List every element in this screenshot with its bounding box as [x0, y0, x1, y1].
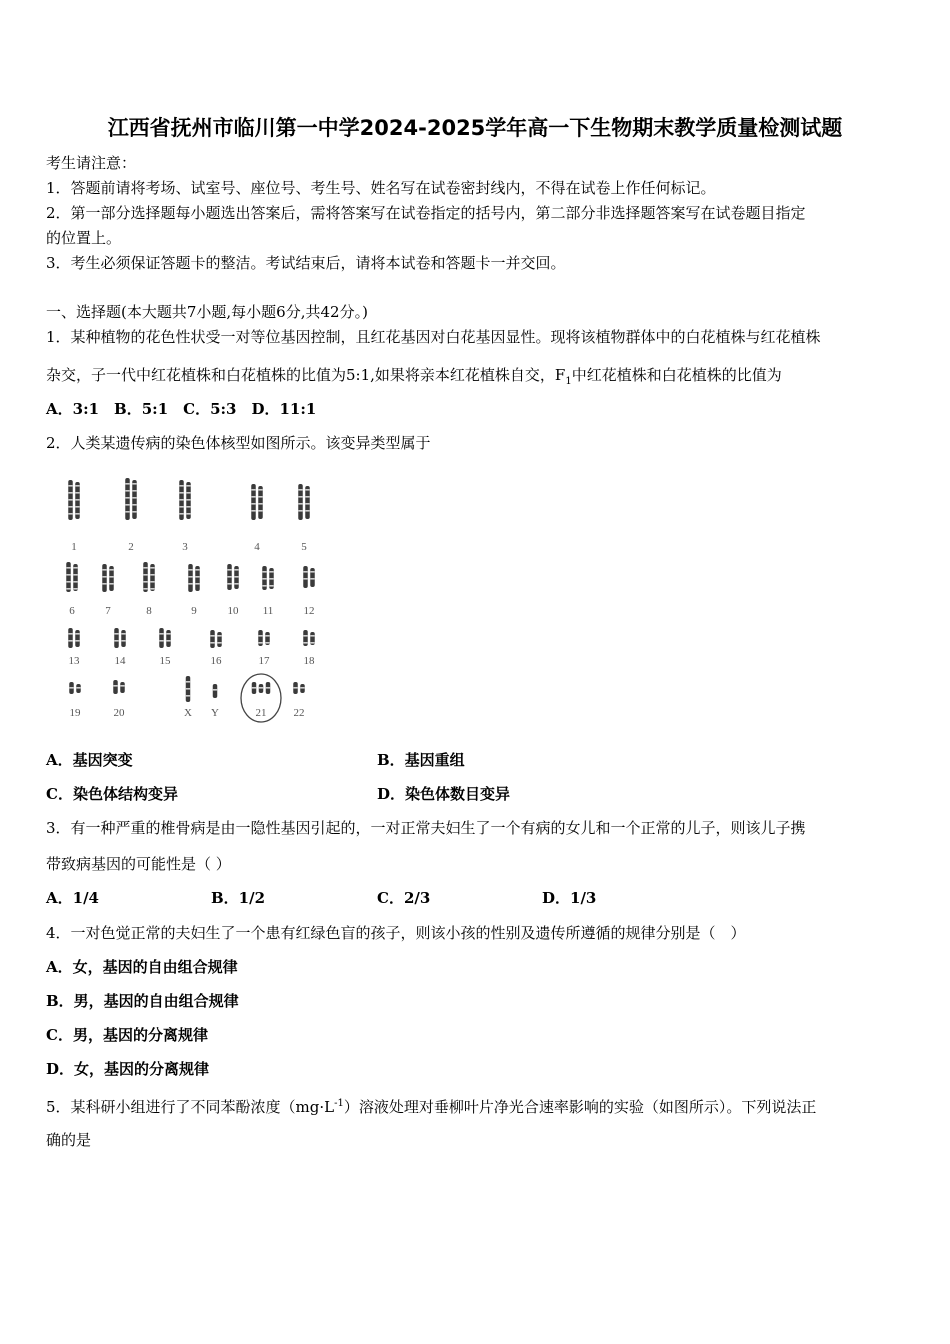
chromosome-band: [132, 511, 137, 513]
chromosome-band: [73, 567, 78, 569]
chromosome-band: [66, 581, 71, 583]
notice-heading: 考生请注意：: [46, 154, 137, 172]
chromosome-16: [217, 632, 222, 647]
karyotype-label: 9: [191, 605, 197, 617]
chromosome-band: [76, 687, 81, 689]
karyotype-label: 14: [114, 655, 126, 667]
chromosome-band: [262, 571, 267, 573]
q4-stem: 4．一对色觉正常的夫妇生了一个患有红绿色盲的孩子，则该小孩的性别及遗传所遵循的规律分别是（ ）: [46, 924, 746, 942]
q3-option-b: B．1/2: [211, 889, 266, 907]
q4-option-d: D．女，基因的分离规律: [46, 1060, 210, 1078]
q3-option-c: C．2/3: [377, 889, 431, 907]
chromosome-band: [210, 635, 215, 637]
karyotype-label: 21: [255, 707, 267, 719]
karyotype-label: Y: [211, 707, 219, 719]
chromosome-band: [113, 685, 118, 687]
chromosome-band: [132, 504, 137, 506]
q3-option-d: D．1/3: [542, 889, 597, 907]
chromosome-band: [305, 510, 310, 512]
q4-option-b: B．男，基因的自由组合规律: [46, 992, 239, 1010]
karyotype-label: 8: [146, 605, 152, 617]
karyotype-label: 1: [71, 541, 77, 553]
chromosome-band: [121, 633, 126, 635]
notice-item-1: 1．答题前请将考场、试室号、座位号、考生号、姓名写在试卷密封线内，不得在试卷上作任何标记。: [46, 179, 716, 197]
chromosome-band: [258, 635, 263, 637]
chromosome-band: [75, 506, 80, 508]
chromosome-8: [143, 562, 148, 592]
chromosome-band: [303, 578, 308, 580]
chromosome-band: [179, 499, 184, 501]
chromosome-band: [125, 504, 130, 506]
chromosome-band: [143, 588, 148, 590]
chromosome-band: [234, 583, 239, 585]
chromosome-band: [258, 503, 263, 505]
chromosome-band: [73, 581, 78, 583]
chromosome-6: [66, 562, 71, 592]
chromosome-band: [143, 581, 148, 583]
chromosome-band: [159, 640, 164, 642]
karyotype-label: 22: [293, 707, 305, 719]
q3-option-a: A．1/4: [46, 889, 99, 907]
chromosome-band: [265, 642, 270, 644]
notice-item-2-cont: 的位置上。: [46, 229, 122, 247]
notice-item-3: 3．考生必须保证答题卡的整洁。考试结束后，请将本试卷和答题卡一并交回。: [46, 254, 566, 272]
chromosome-band: [303, 571, 308, 573]
karyotype-label: X: [184, 707, 192, 719]
q2-stem: 2．人类某遗传病的染色体核型如图所示。该变异类型属于: [46, 434, 431, 452]
chromosome-band: [73, 574, 78, 576]
chromosome-band: [68, 485, 73, 487]
q5-stem-line1: 5．某科研小组进行了不同苯酚浓度$(mg\cdot L^{-1})$溶液处理对垂柳叶片净光合速率影响的实验（如图所示）。下列说法正: [46, 1098, 817, 1116]
chromosome-13: [75, 630, 80, 647]
chromosome-band: [303, 635, 308, 637]
chromosome-band: [305, 503, 310, 505]
q4-option-c: C．男，基因的分离规律: [46, 1026, 208, 1044]
karyotype-label: 18: [303, 655, 315, 667]
chromosome-band: [213, 689, 218, 691]
karyotype-label: 17: [258, 655, 270, 667]
chromosome-band: [251, 503, 256, 505]
q1-stem-line2: 杂交，子一代中红花植株和白花植株的比值为5:1,如果将亲本红花植株自交，$F_1$中红花植株和白花植株的比值为: [46, 366, 782, 387]
chromosome-band: [68, 513, 73, 515]
chromosome-band: [109, 569, 114, 571]
chromosome-band: [150, 581, 155, 583]
chromosome-4: [258, 486, 263, 519]
q1-stem-line1: 1．某种植物的花色性状受一对等位基因控制，且红花基因对白花基因显性。现将该植物群体中的白花植株与红花植株: [46, 328, 821, 346]
karyotype-label: 2: [128, 541, 134, 553]
karyotype-label: 11: [262, 605, 274, 617]
chromosome-band: [234, 576, 239, 578]
chromosome-band: [298, 503, 303, 505]
q2-option-d: D．染色体数目变异: [377, 785, 511, 803]
chromosome-7: [102, 564, 107, 592]
chromosome-band: [186, 681, 191, 683]
chromosome-band: [66, 567, 71, 569]
chromosome-band: [114, 640, 119, 642]
chromosome-16: [210, 630, 215, 648]
chromosome-band: [269, 571, 274, 573]
chromosome-band: [305, 489, 310, 491]
chromosome-band: [258, 496, 263, 498]
chromosome-band: [195, 583, 200, 585]
karyotype-label: 5: [301, 541, 307, 553]
chromosome-band: [227, 576, 232, 578]
chromosome-band: [75, 640, 80, 642]
chromosome-13: [68, 628, 73, 648]
chromosome-band: [75, 499, 80, 501]
chromosome-band: [68, 492, 73, 494]
chromosome-12: [310, 568, 315, 587]
chromosome-band: [150, 588, 155, 590]
chromosome-2: [132, 480, 137, 519]
chromosome-9: [188, 564, 193, 592]
chromosome-band: [186, 492, 191, 494]
chromosome-band: [150, 574, 155, 576]
chromosome-14: [121, 630, 126, 647]
q2-option-c: C．染色体结构变异: [46, 785, 178, 803]
chromosome-band: [179, 492, 184, 494]
chromosome-band: [258, 642, 263, 644]
chromosome-20: [120, 682, 125, 693]
chromosome-band: [251, 510, 256, 512]
chromosome-band: [132, 483, 137, 485]
chromosome-band: [258, 489, 263, 491]
karyotype-figure: [52, 470, 332, 730]
q1-options: A．3:1 B．5:1 C．5:3 D．11:1: [46, 400, 317, 418]
chromosome-band: [293, 687, 298, 689]
chromosome-5: [305, 486, 310, 519]
chromosome-band: [310, 642, 315, 644]
exam-title: 江西省抚州市临川第一中学2024-2025学年高一下生物期末教学质量检测试题: [107, 116, 843, 140]
chromosome-band: [109, 583, 114, 585]
karyotype-label: 20: [113, 707, 125, 719]
chromosome-band: [195, 576, 200, 578]
chromosome-band: [259, 687, 264, 689]
chromosome-band: [195, 569, 200, 571]
chromosome-band: [188, 576, 193, 578]
chromosome-band: [227, 583, 232, 585]
chromosome-band: [68, 640, 73, 642]
chromosome-band: [68, 499, 73, 501]
chromosome-band: [179, 513, 184, 515]
chromosome-band: [114, 633, 119, 635]
karyotype-label: 16: [210, 655, 222, 667]
chromosome-band: [298, 489, 303, 491]
chromosome-band: [102, 569, 107, 571]
chromosome-band: [300, 687, 305, 689]
karyotype-label: 12: [303, 605, 315, 617]
chromosome-band: [143, 574, 148, 576]
chromosome-band: [109, 576, 114, 578]
chromosome-band: [269, 578, 274, 580]
chromosome-band: [75, 633, 80, 635]
karyotype-label: 15: [159, 655, 171, 667]
karyotype-label: 3: [182, 541, 188, 553]
chromosome-band: [188, 569, 193, 571]
chromosome-band: [269, 585, 274, 587]
chromosome-Y: [213, 684, 218, 698]
chromosome-12: [303, 566, 308, 588]
chromosome-band: [68, 633, 73, 635]
chromosome-band: [125, 490, 130, 492]
chromosome-band: [298, 510, 303, 512]
chromosome-band: [217, 642, 222, 644]
chromosome-band: [310, 635, 315, 637]
karyotype-label: 4: [254, 541, 260, 553]
chromosome-images: [66, 478, 315, 702]
chromosome-band: [186, 506, 191, 508]
chromosome-band: [179, 506, 184, 508]
chromosome-band: [125, 483, 130, 485]
chromosome-band: [143, 567, 148, 569]
chromosome-band: [75, 492, 80, 494]
chromosome-band: [186, 513, 191, 515]
q5-stem-line2: 确的是: [46, 1131, 92, 1149]
chromosome-band: [179, 485, 184, 487]
chromosome-band: [210, 642, 215, 644]
q2-option-a: A．基因突变: [46, 751, 133, 769]
chromosome-20: [113, 680, 118, 694]
chromosome-band: [73, 588, 78, 590]
chromosome-band: [266, 687, 271, 689]
karyotype-label: 19: [69, 707, 81, 719]
chromosome-band: [265, 635, 270, 637]
chromosome-band: [102, 583, 107, 585]
chromosome-band: [262, 585, 267, 587]
chromosome-band: [125, 497, 130, 499]
chromosome-band: [186, 695, 191, 697]
karyotype-label: 13: [68, 655, 80, 667]
chromosome-band: [305, 496, 310, 498]
chromosome-band: [66, 588, 71, 590]
karyotype-label: 7: [105, 605, 111, 617]
chromosome-band: [150, 567, 155, 569]
chromosome-band: [166, 633, 171, 635]
chromosome-band: [132, 490, 137, 492]
chromosome-band: [66, 574, 71, 576]
chromosome-band: [125, 511, 130, 513]
chromosome-band: [75, 513, 80, 515]
chromosome-band: [69, 687, 74, 689]
chromosome-band: [251, 489, 256, 491]
chromosome-band: [68, 506, 73, 508]
chromosome-band: [310, 571, 315, 573]
karyotype-label: 10: [227, 605, 239, 617]
q3-stem-line1: 3．有一种严重的椎骨病是由一隐性基因引起的，一对正常夫妇生了一个有病的女儿和一个正常的儿子，则该儿子携: [46, 819, 806, 837]
chromosome-band: [251, 496, 256, 498]
chromosome-band: [120, 685, 125, 687]
q4-option-a: A．女，基因的自由组合规律: [46, 958, 238, 976]
chromosome-band: [188, 583, 193, 585]
chromosome-band: [186, 499, 191, 501]
chromosome-band: [186, 688, 191, 690]
chromosome-14: [114, 628, 119, 648]
chromosome-band: [121, 640, 126, 642]
chromosome-band: [252, 687, 257, 689]
chromosome-band: [258, 510, 263, 512]
chromosome-band: [132, 497, 137, 499]
chromosome-15: [166, 630, 171, 647]
chromosome-band: [298, 496, 303, 498]
chromosome-band: [166, 640, 171, 642]
chromosome-band: [227, 569, 232, 571]
chromosome-15: [159, 628, 164, 648]
chromosome-band: [234, 569, 239, 571]
chromosome-band: [102, 576, 107, 578]
chromosome-band: [262, 578, 267, 580]
section-heading: 一、选择题(本大题共7小题,每小题6分,共42分。): [46, 303, 368, 321]
notice-item-2: 2．第一部分选择题每小题选出答案后，需将答案写在试卷指定的括号内，第二部分非选择题答案写在试卷题目指定: [46, 204, 806, 222]
q3-stem-line2: 带致病基因的可能性是（ ）: [46, 855, 231, 873]
chromosome-band: [186, 485, 191, 487]
chromosome-band: [159, 633, 164, 635]
chromosome-band: [75, 485, 80, 487]
chromosome-band: [217, 635, 222, 637]
karyotype-label: 6: [69, 605, 75, 617]
chromosome-band: [310, 578, 315, 580]
q2-option-b: B．基因重组: [377, 751, 465, 769]
chromosome-band: [303, 642, 308, 644]
